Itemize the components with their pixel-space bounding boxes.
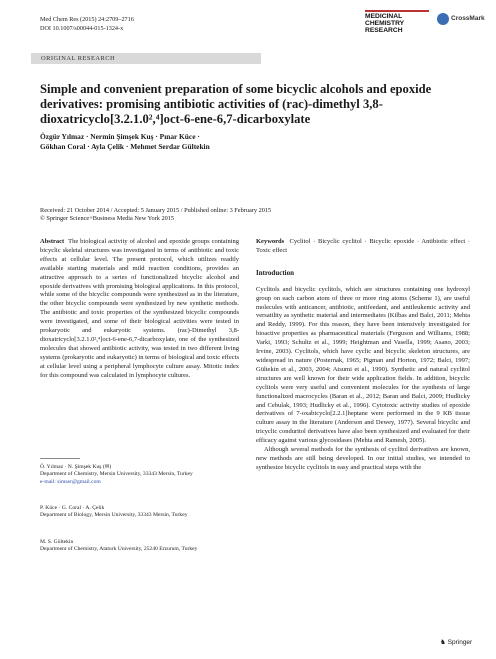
affiliation-names: P. Küce · G. Coral · A. Çelik <box>40 505 105 511</box>
affiliation-dept: Department of Chemistry, Mersin University, 33343 Mersin, Turkey <box>40 471 193 478</box>
publisher-name: Springer <box>447 639 473 646</box>
affiliation-divider <box>40 458 80 459</box>
affiliation-names: Ö. Yılmaz · N. Şimşek Kuş (✉) <box>40 464 112 470</box>
author-line-2: Gökhan Coral · Ayla Çelik · Mehmet Serdar Gültekin <box>40 142 210 151</box>
publisher-mark <box>440 638 472 646</box>
journal-citation: Med Chem Res (2015) 24:2709–2716 <box>40 16 134 23</box>
journal-logo-line-2: CHEMISTRY <box>365 20 405 27</box>
right-column <box>256 238 470 473</box>
journal-logo-line-1: MEDICINAL <box>365 13 403 20</box>
crossmark-badge[interactable] <box>437 13 485 27</box>
affiliation-dept: Department of Biology, Mersin University, 33343 Mersin, Turkey <box>40 512 188 519</box>
affiliation-names: M. S. Gültekin <box>40 539 74 545</box>
abstract-text: The biological activity of alcohol and epoxide groups containing bicyclic skeletal structures was investigated in terms of antibiotic and toxic effects at cellular level. The present protocol, which utilizes readily available starting materials and mild reaction conditions, provides an attractive approach to a series of functionalized bicyclic alcohol and epoxide derivatives with promising biological applications. In this protocol, while some of the bicyclic compounds were synthesized as in the literature, the other bicyclic compounds were synthesized by new synthetic methods. The antibiotic and toxic properties of the synthesized bicyclic compounds were investigated, and some of their biological activities were tested in prokaryotic and eukaryotic systems. (rac)-Dimethyl 3,8-dioxatricyclo[3.2.1.0²,⁴]oct-6-ene-6,7-dicarboxylate, one of the synthesized molecules that showed antibiotic activity, was tested in two different living systems (prokaryotic and eukaryotic) in terms of biological and toxic effects at cellular level using a peripheral lymphocyte culture assay. Mitotic index for this compound was calculated in lymphocyte cultures. <box>40 238 240 379</box>
introduction-paragraph-1: Cyclitols and bicyclic cyclitols, which are structures containing one hydroxyl group on each carbon atom of three or more ring atoms (Scheme 1), are useful molecules with anticancer, antibiotic, antifeedant, and antileukemic activity and versatility as synthetic material and intermediates (Kilbas and Balci, 2011; Mehta and Reddy, 1999). For this reason, they have been intensively investigated for bioactive properties as pharmaceutical materials (Ferguson and Williams, 1988; Varki, 1993; Schultz et al., 1999; Heightman and Vasella, 1999; Asano, 2003; Irvine, 2003). Cyclitols, which have cyclic and bicyclic skeleton structures, are widespread in nature (Posternak, 1965; Pigman and Horton, 1972; Balci, 1997; Gültekin et al., 2003, 2004; Atsumi et al., 1990). Synthetic and natural cyclitol structures are well known for their wide application fields. In addition, bicyclic cyclitols were very useful and convenient molecules for the synthesis of large functionalized macrocycles (Baran et al., 2012; Baran and Balci, 2009; Hudlicky and Cebulak, 1993; Hudlicky et al., 1996). Cytotoxic activity studies of epoxide derivatives of 7-oxabicyclo[2.2.1]heptane were performed in the 9 KB tissue culture assay in the literature (Anderson and Dewey, 1977). Several bicyclic and tricyclic conduritol derivatives have also been synthesized and evaluated for their efficacy against various glycosidases (Mehta and Ramesh, 2005). <box>256 285 470 445</box>
affiliation-dept: Department of Chemistry, Ataturk University, 25240 Erzurum, Turkey <box>40 546 198 553</box>
author-line-1: Özgür Yılmaz · Nermin Şimşek Kuş · Pınar Küce · <box>40 132 200 141</box>
keywords-label: Keywords <box>256 238 285 245</box>
keywords-text: Cyclitol · Bicyclic cyclitol · Bicyclic epoxide · Antibiotic effect · Toxic effect <box>256 238 470 254</box>
abstract-label: Abstract <box>40 238 65 245</box>
crossmark-label: CrossMark <box>451 15 485 22</box>
doi-link[interactable]: DOI 10.1007/s00044-015-1324-x <box>40 25 124 32</box>
section-tag: ORIGINAL RESEARCH <box>31 53 261 64</box>
affiliation-2 <box>40 505 239 520</box>
affiliation-3 <box>40 539 239 554</box>
introduction-paragraph-2: Although several methods for the synthesis of cyclitol derivatives are known, new methods are still being developed. In our initial studies, we intended to synthesize bicyclic cyclitols in easy and practical steps with the <box>256 446 470 471</box>
publication-dates <box>40 207 470 223</box>
author-list <box>40 132 470 152</box>
crossmark-icon <box>437 13 449 25</box>
affiliation-1 <box>40 464 239 486</box>
received-accepted-dates: Received: 21 October 2014 / Accepted: 5 January 2015 / Published online: 3 February 2015 <box>40 207 272 214</box>
affiliation-email[interactable]: e-mail: simser@gmail.com <box>40 478 101 485</box>
abstract-block <box>40 238 239 381</box>
logo-accent-bar <box>365 10 429 12</box>
copyright-notice: © Springer Science+Business Media New York 2015 <box>40 215 175 222</box>
introduction-heading: Introduction <box>256 268 294 277</box>
journal-logo <box>365 10 429 34</box>
keywords-block <box>256 238 470 256</box>
paper-title: Simple and convenient preparation of some bicyclic alcohols and epoxide derivatives: promising antibiotic activities of (rac)-dimethyl 3,8-dioxatricyclo[3.2.1.0²,⁴]oct-6-ene-6,7-dicarboxylate <box>40 82 432 126</box>
journal-logo-line-3: RESEARCH <box>365 27 403 34</box>
springer-horse-icon: ♞ <box>440 639 446 646</box>
